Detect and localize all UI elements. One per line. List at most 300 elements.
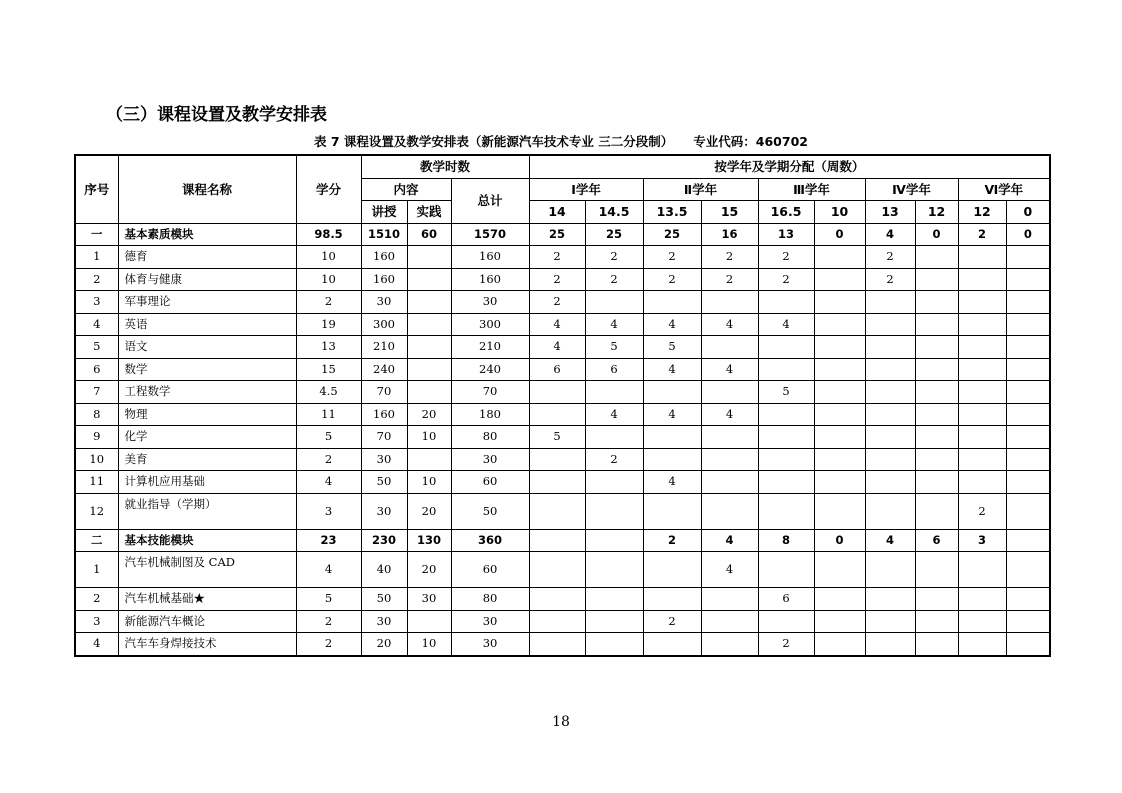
cell-term-weekly-hours: 4 bbox=[643, 403, 701, 426]
cell-lecture-hours: 30 bbox=[361, 610, 407, 633]
cell-term-weekly-hours bbox=[814, 358, 865, 381]
cell-term-weekly-hours bbox=[1006, 471, 1050, 494]
cell-term-weekly-hours: 25 bbox=[643, 223, 701, 246]
cell-term-weekly-hours bbox=[1006, 246, 1050, 269]
cell-total-hours: 60 bbox=[451, 552, 529, 588]
cell-term-weekly-hours: 5 bbox=[643, 336, 701, 359]
cell-practice-hours bbox=[407, 246, 451, 269]
cell-practice-hours: 20 bbox=[407, 403, 451, 426]
cell-term-weekly-hours bbox=[643, 426, 701, 449]
cell-practice-hours: 10 bbox=[407, 471, 451, 494]
cell-term-weekly-hours bbox=[529, 610, 585, 633]
cell-term-weekly-hours: 2 bbox=[585, 268, 643, 291]
cell-practice-hours bbox=[407, 291, 451, 314]
cell-total-hours: 300 bbox=[451, 313, 529, 336]
table-caption-title: 表 7 课程设置及教学安排表（新能源汽车技术专业 三二分段制） bbox=[314, 134, 674, 149]
cell-term-weekly-hours bbox=[1006, 529, 1050, 552]
cell-term-weekly-hours bbox=[915, 471, 958, 494]
cell-term-weekly-hours bbox=[701, 633, 758, 656]
cell-term-weekly-hours bbox=[529, 403, 585, 426]
cell-term-weekly-hours bbox=[958, 610, 1006, 633]
cell-seq: 6 bbox=[75, 358, 118, 381]
cell-total-hours: 360 bbox=[451, 529, 529, 552]
cell-term-weekly-hours bbox=[814, 246, 865, 269]
cell-term-weekly-hours bbox=[958, 291, 1006, 314]
cell-term-weekly-hours bbox=[958, 358, 1006, 381]
cell-term-weekly-hours: 4 bbox=[758, 313, 814, 336]
cell-practice-hours bbox=[407, 268, 451, 291]
cell-term-weekly-hours bbox=[958, 336, 1006, 359]
header-weeks-term: 0 bbox=[1006, 201, 1050, 224]
module-row bbox=[75, 529, 1050, 552]
cell-term-weekly-hours bbox=[1006, 426, 1050, 449]
cell-term-weekly-hours bbox=[865, 403, 915, 426]
cell-term-weekly-hours bbox=[1006, 552, 1050, 588]
cell-term-weekly-hours: 4 bbox=[585, 403, 643, 426]
cell-lecture-hours: 30 bbox=[361, 448, 407, 471]
cell-term-weekly-hours bbox=[865, 358, 915, 381]
cell-term-weekly-hours bbox=[758, 426, 814, 449]
header-weeks-term: 14.5 bbox=[585, 201, 643, 224]
cell-term-weekly-hours: 2 bbox=[758, 268, 814, 291]
cell-term-weekly-hours bbox=[643, 291, 701, 314]
cell-term-weekly-hours bbox=[915, 493, 958, 529]
header-course-name: 课程名称 bbox=[118, 155, 296, 223]
cell-credits: 19 bbox=[296, 313, 361, 336]
header-year-4: Ⅳ学年 bbox=[865, 178, 958, 201]
header-seq: 序号 bbox=[75, 155, 118, 223]
cell-term-weekly-hours bbox=[529, 552, 585, 588]
cell-credits: 2 bbox=[296, 291, 361, 314]
header-teaching-hours: 教学时数 bbox=[361, 155, 529, 178]
cell-term-weekly-hours: 4 bbox=[529, 313, 585, 336]
cell-course-name: 计算机应用基础 bbox=[118, 471, 296, 494]
cell-term-weekly-hours bbox=[1006, 588, 1050, 611]
cell-seq: 5 bbox=[75, 336, 118, 359]
cell-credits: 10 bbox=[296, 268, 361, 291]
cell-term-weekly-hours bbox=[701, 336, 758, 359]
cell-term-weekly-hours: 2 bbox=[701, 268, 758, 291]
cell-seq: 1 bbox=[75, 246, 118, 269]
cell-total-hours: 50 bbox=[451, 493, 529, 529]
cell-credits: 5 bbox=[296, 588, 361, 611]
cell-lecture-hours: 210 bbox=[361, 336, 407, 359]
cell-total-hours: 30 bbox=[451, 448, 529, 471]
cell-term-weekly-hours bbox=[814, 313, 865, 336]
cell-term-weekly-hours: 4 bbox=[701, 552, 758, 588]
cell-term-weekly-hours: 6 bbox=[758, 588, 814, 611]
cell-term-weekly-hours bbox=[585, 588, 643, 611]
course-row bbox=[75, 291, 1050, 314]
cell-seq: 7 bbox=[75, 381, 118, 404]
cell-term-weekly-hours bbox=[758, 291, 814, 314]
cell-course-name: 体育与健康 bbox=[118, 268, 296, 291]
cell-term-weekly-hours bbox=[958, 381, 1006, 404]
cell-term-weekly-hours bbox=[915, 403, 958, 426]
course-schedule-table bbox=[74, 154, 1051, 657]
cell-term-weekly-hours bbox=[865, 633, 915, 656]
cell-term-weekly-hours bbox=[814, 336, 865, 359]
cell-term-weekly-hours bbox=[1006, 403, 1050, 426]
cell-term-weekly-hours bbox=[958, 588, 1006, 611]
cell-total-hours: 210 bbox=[451, 336, 529, 359]
cell-term-weekly-hours bbox=[915, 358, 958, 381]
cell-practice-hours: 20 bbox=[407, 493, 451, 529]
cell-credits: 4 bbox=[296, 471, 361, 494]
cell-course-name: 汽车机械基础★ bbox=[118, 588, 296, 611]
cell-term-weekly-hours: 4 bbox=[865, 529, 915, 552]
cell-term-weekly-hours bbox=[701, 610, 758, 633]
course-row bbox=[75, 403, 1050, 426]
cell-course-name: 化学 bbox=[118, 426, 296, 449]
cell-lecture-hours: 1510 bbox=[361, 223, 407, 246]
cell-practice-hours: 20 bbox=[407, 552, 451, 588]
cell-seq: 2 bbox=[75, 268, 118, 291]
cell-term-weekly-hours bbox=[958, 633, 1006, 656]
cell-term-weekly-hours bbox=[814, 448, 865, 471]
cell-total-hours: 160 bbox=[451, 268, 529, 291]
header-weeks-term: 12 bbox=[958, 201, 1006, 224]
cell-term-weekly-hours: 2 bbox=[529, 291, 585, 314]
cell-course-name: 汽车车身焊接技术 bbox=[118, 633, 296, 656]
cell-term-weekly-hours: 0 bbox=[915, 223, 958, 246]
cell-lecture-hours: 70 bbox=[361, 381, 407, 404]
cell-seq: 3 bbox=[75, 610, 118, 633]
cell-term-weekly-hours bbox=[1006, 633, 1050, 656]
cell-term-weekly-hours bbox=[758, 471, 814, 494]
cell-total-hours: 180 bbox=[451, 403, 529, 426]
cell-term-weekly-hours bbox=[865, 448, 915, 471]
cell-term-weekly-hours bbox=[958, 448, 1006, 471]
cell-seq: 4 bbox=[75, 313, 118, 336]
cell-course-name: 基本技能模块 bbox=[118, 529, 296, 552]
header-total: 总计 bbox=[451, 178, 529, 223]
cell-course-name: 美育 bbox=[118, 448, 296, 471]
cell-term-weekly-hours bbox=[701, 588, 758, 611]
cell-credits: 11 bbox=[296, 403, 361, 426]
cell-term-weekly-hours: 6 bbox=[585, 358, 643, 381]
cell-term-weekly-hours bbox=[585, 633, 643, 656]
cell-term-weekly-hours bbox=[958, 471, 1006, 494]
cell-lecture-hours: 160 bbox=[361, 268, 407, 291]
cell-term-weekly-hours: 2 bbox=[758, 633, 814, 656]
cell-course-name: 军事理论 bbox=[118, 291, 296, 314]
cell-term-weekly-hours: 6 bbox=[915, 529, 958, 552]
cell-term-weekly-hours: 2 bbox=[958, 493, 1006, 529]
cell-practice-hours bbox=[407, 313, 451, 336]
cell-term-weekly-hours bbox=[814, 381, 865, 404]
cell-term-weekly-hours bbox=[958, 246, 1006, 269]
cell-term-weekly-hours: 2 bbox=[585, 246, 643, 269]
course-row bbox=[75, 268, 1050, 291]
cell-term-weekly-hours: 5 bbox=[758, 381, 814, 404]
cell-term-weekly-hours bbox=[1006, 336, 1050, 359]
cell-total-hours: 60 bbox=[451, 471, 529, 494]
cell-term-weekly-hours bbox=[758, 552, 814, 588]
cell-lecture-hours: 40 bbox=[361, 552, 407, 588]
cell-term-weekly-hours: 2 bbox=[529, 268, 585, 291]
cell-credits: 2 bbox=[296, 448, 361, 471]
cell-term-weekly-hours bbox=[915, 313, 958, 336]
course-row bbox=[75, 471, 1050, 494]
cell-term-weekly-hours bbox=[758, 358, 814, 381]
section-heading: （三）课程设置及教学安排表 bbox=[106, 105, 327, 125]
cell-lecture-hours: 160 bbox=[361, 403, 407, 426]
cell-term-weekly-hours bbox=[865, 493, 915, 529]
cell-term-weekly-hours bbox=[1006, 291, 1050, 314]
header-credits: 学分 bbox=[296, 155, 361, 223]
cell-term-weekly-hours: 0 bbox=[1006, 223, 1050, 246]
header-year-1: Ⅰ学年 bbox=[529, 178, 643, 201]
cell-term-weekly-hours: 4 bbox=[701, 358, 758, 381]
cell-lecture-hours: 20 bbox=[361, 633, 407, 656]
cell-credits: 5 bbox=[296, 426, 361, 449]
cell-seq: 1 bbox=[75, 552, 118, 588]
cell-term-weekly-hours bbox=[915, 426, 958, 449]
cell-seq: 4 bbox=[75, 633, 118, 656]
cell-term-weekly-hours: 4 bbox=[529, 336, 585, 359]
cell-course-name: 汽车机械制图及 CAD bbox=[118, 552, 296, 588]
cell-term-weekly-hours: 2 bbox=[585, 448, 643, 471]
cell-term-weekly-hours bbox=[701, 381, 758, 404]
cell-term-weekly-hours bbox=[958, 403, 1006, 426]
cell-course-name: 基本素质模块 bbox=[118, 223, 296, 246]
cell-term-weekly-hours: 4 bbox=[643, 358, 701, 381]
cell-term-weekly-hours bbox=[585, 610, 643, 633]
cell-term-weekly-hours: 2 bbox=[643, 268, 701, 291]
cell-term-weekly-hours bbox=[814, 268, 865, 291]
header-weeks-term: 14 bbox=[529, 201, 585, 224]
cell-practice-hours: 10 bbox=[407, 633, 451, 656]
cell-lecture-hours: 30 bbox=[361, 291, 407, 314]
cell-term-weekly-hours: 25 bbox=[585, 223, 643, 246]
table-body bbox=[75, 223, 1050, 656]
course-row bbox=[75, 358, 1050, 381]
header-year-2: Ⅱ学年 bbox=[643, 178, 758, 201]
cell-term-weekly-hours: 2 bbox=[865, 268, 915, 291]
cell-term-weekly-hours: 4 bbox=[865, 223, 915, 246]
cell-term-weekly-hours bbox=[865, 336, 915, 359]
cell-total-hours: 80 bbox=[451, 588, 529, 611]
cell-term-weekly-hours bbox=[814, 403, 865, 426]
cell-credits: 3 bbox=[296, 493, 361, 529]
course-row bbox=[75, 381, 1050, 404]
cell-term-weekly-hours bbox=[915, 381, 958, 404]
table-caption bbox=[0, 132, 1122, 150]
cell-term-weekly-hours bbox=[585, 426, 643, 449]
cell-practice-hours: 30 bbox=[407, 588, 451, 611]
cell-lecture-hours: 230 bbox=[361, 529, 407, 552]
cell-term-weekly-hours bbox=[529, 448, 585, 471]
cell-term-weekly-hours bbox=[701, 471, 758, 494]
major-code: 专业代码：460702 bbox=[693, 134, 808, 149]
cell-term-weekly-hours bbox=[643, 588, 701, 611]
course-row bbox=[75, 588, 1050, 611]
cell-term-weekly-hours bbox=[958, 426, 1006, 449]
cell-term-weekly-hours bbox=[1006, 610, 1050, 633]
cell-lecture-hours: 70 bbox=[361, 426, 407, 449]
module-row bbox=[75, 223, 1050, 246]
cell-term-weekly-hours bbox=[865, 471, 915, 494]
cell-lecture-hours: 30 bbox=[361, 493, 407, 529]
cell-term-weekly-hours bbox=[865, 426, 915, 449]
cell-term-weekly-hours bbox=[1006, 493, 1050, 529]
cell-total-hours: 70 bbox=[451, 381, 529, 404]
cell-term-weekly-hours bbox=[865, 313, 915, 336]
cell-term-weekly-hours bbox=[814, 426, 865, 449]
cell-total-hours: 80 bbox=[451, 426, 529, 449]
cell-term-weekly-hours bbox=[915, 336, 958, 359]
cell-course-name: 新能源汽车概论 bbox=[118, 610, 296, 633]
cell-term-weekly-hours bbox=[643, 633, 701, 656]
course-row bbox=[75, 313, 1050, 336]
header-year-5: Ⅵ学年 bbox=[958, 178, 1050, 201]
cell-course-name: 数学 bbox=[118, 358, 296, 381]
cell-credits: 15 bbox=[296, 358, 361, 381]
cell-term-weekly-hours bbox=[814, 552, 865, 588]
cell-term-weekly-hours bbox=[585, 493, 643, 529]
cell-term-weekly-hours bbox=[915, 246, 958, 269]
cell-credits: 23 bbox=[296, 529, 361, 552]
cell-term-weekly-hours: 2 bbox=[958, 223, 1006, 246]
cell-term-weekly-hours bbox=[915, 633, 958, 656]
cell-seq: 一 bbox=[75, 223, 118, 246]
cell-credits: 4 bbox=[296, 552, 361, 588]
cell-term-weekly-hours bbox=[865, 381, 915, 404]
cell-total-hours: 30 bbox=[451, 633, 529, 656]
cell-seq: 12 bbox=[75, 493, 118, 529]
cell-term-weekly-hours: 4 bbox=[701, 403, 758, 426]
cell-practice-hours bbox=[407, 610, 451, 633]
cell-course-name: 德育 bbox=[118, 246, 296, 269]
cell-term-weekly-hours: 2 bbox=[643, 610, 701, 633]
cell-course-name: 语文 bbox=[118, 336, 296, 359]
cell-term-weekly-hours: 4 bbox=[643, 471, 701, 494]
cell-term-weekly-hours: 2 bbox=[758, 246, 814, 269]
cell-lecture-hours: 50 bbox=[361, 471, 407, 494]
cell-term-weekly-hours: 25 bbox=[529, 223, 585, 246]
cell-term-weekly-hours bbox=[915, 268, 958, 291]
cell-term-weekly-hours bbox=[529, 471, 585, 494]
course-row bbox=[75, 493, 1050, 529]
cell-term-weekly-hours bbox=[814, 588, 865, 611]
cell-term-weekly-hours bbox=[758, 448, 814, 471]
cell-term-weekly-hours bbox=[701, 448, 758, 471]
cell-term-weekly-hours bbox=[915, 552, 958, 588]
header-weeks-term: 13 bbox=[865, 201, 915, 224]
cell-practice-hours bbox=[407, 381, 451, 404]
cell-term-weekly-hours: 0 bbox=[814, 223, 865, 246]
cell-term-weekly-hours: 5 bbox=[585, 336, 643, 359]
cell-lecture-hours: 50 bbox=[361, 588, 407, 611]
course-row bbox=[75, 426, 1050, 449]
page-number: 18 bbox=[552, 714, 570, 730]
cell-term-weekly-hours bbox=[758, 336, 814, 359]
cell-term-weekly-hours bbox=[1006, 448, 1050, 471]
cell-term-weekly-hours bbox=[915, 448, 958, 471]
cell-term-weekly-hours bbox=[1006, 313, 1050, 336]
header-weeks-term: 15 bbox=[701, 201, 758, 224]
cell-course-name: 就业指导（学期） bbox=[118, 493, 296, 529]
cell-term-weekly-hours bbox=[758, 403, 814, 426]
cell-total-hours: 160 bbox=[451, 246, 529, 269]
cell-term-weekly-hours: 0 bbox=[814, 529, 865, 552]
cell-term-weekly-hours bbox=[865, 291, 915, 314]
cell-term-weekly-hours: 6 bbox=[529, 358, 585, 381]
cell-term-weekly-hours: 4 bbox=[701, 313, 758, 336]
cell-credits: 2 bbox=[296, 633, 361, 656]
cell-term-weekly-hours bbox=[814, 610, 865, 633]
header-weeks-term: 16.5 bbox=[758, 201, 814, 224]
cell-practice-hours bbox=[407, 358, 451, 381]
cell-seq: 2 bbox=[75, 588, 118, 611]
cell-term-weekly-hours bbox=[529, 493, 585, 529]
cell-term-weekly-hours bbox=[814, 471, 865, 494]
cell-credits: 4.5 bbox=[296, 381, 361, 404]
cell-total-hours: 30 bbox=[451, 291, 529, 314]
cell-term-weekly-hours: 13 bbox=[758, 223, 814, 246]
cell-total-hours: 30 bbox=[451, 610, 529, 633]
cell-course-name: 工程数学 bbox=[118, 381, 296, 404]
cell-practice-hours bbox=[407, 448, 451, 471]
cell-term-weekly-hours bbox=[529, 588, 585, 611]
cell-term-weekly-hours: 2 bbox=[865, 246, 915, 269]
cell-term-weekly-hours: 3 bbox=[958, 529, 1006, 552]
header-lecture: 讲授 bbox=[361, 201, 407, 224]
cell-term-weekly-hours bbox=[585, 552, 643, 588]
cell-term-weekly-hours bbox=[643, 493, 701, 529]
cell-term-weekly-hours: 4 bbox=[643, 313, 701, 336]
course-row bbox=[75, 246, 1050, 269]
cell-term-weekly-hours: 4 bbox=[701, 529, 758, 552]
header-content: 内容 bbox=[361, 178, 451, 201]
cell-term-weekly-hours: 8 bbox=[758, 529, 814, 552]
header-weeks-term: 13.5 bbox=[643, 201, 701, 224]
cell-term-weekly-hours bbox=[643, 381, 701, 404]
cell-term-weekly-hours bbox=[915, 291, 958, 314]
cell-lecture-hours: 300 bbox=[361, 313, 407, 336]
cell-term-weekly-hours bbox=[529, 381, 585, 404]
cell-practice-hours bbox=[407, 336, 451, 359]
cell-term-weekly-hours bbox=[865, 552, 915, 588]
header-weeks-term: 12 bbox=[915, 201, 958, 224]
cell-credits: 2 bbox=[296, 610, 361, 633]
cell-seq: 8 bbox=[75, 403, 118, 426]
cell-lecture-hours: 160 bbox=[361, 246, 407, 269]
header-weeks-term: 10 bbox=[814, 201, 865, 224]
cell-term-weekly-hours bbox=[814, 493, 865, 529]
course-row bbox=[75, 610, 1050, 633]
cell-term-weekly-hours bbox=[585, 381, 643, 404]
cell-credits: 98.5 bbox=[296, 223, 361, 246]
course-row bbox=[75, 448, 1050, 471]
cell-term-weekly-hours bbox=[758, 493, 814, 529]
cell-term-weekly-hours: 2 bbox=[701, 246, 758, 269]
cell-term-weekly-hours bbox=[585, 471, 643, 494]
cell-term-weekly-hours bbox=[915, 610, 958, 633]
cell-term-weekly-hours bbox=[701, 291, 758, 314]
cell-term-weekly-hours: 4 bbox=[585, 313, 643, 336]
header-practice: 实践 bbox=[407, 201, 451, 224]
cell-credits: 10 bbox=[296, 246, 361, 269]
cell-practice-hours: 10 bbox=[407, 426, 451, 449]
cell-term-weekly-hours bbox=[1006, 381, 1050, 404]
cell-term-weekly-hours: 2 bbox=[643, 529, 701, 552]
cell-term-weekly-hours bbox=[529, 529, 585, 552]
cell-course-name: 物理 bbox=[118, 403, 296, 426]
cell-seq: 11 bbox=[75, 471, 118, 494]
cell-term-weekly-hours bbox=[701, 426, 758, 449]
